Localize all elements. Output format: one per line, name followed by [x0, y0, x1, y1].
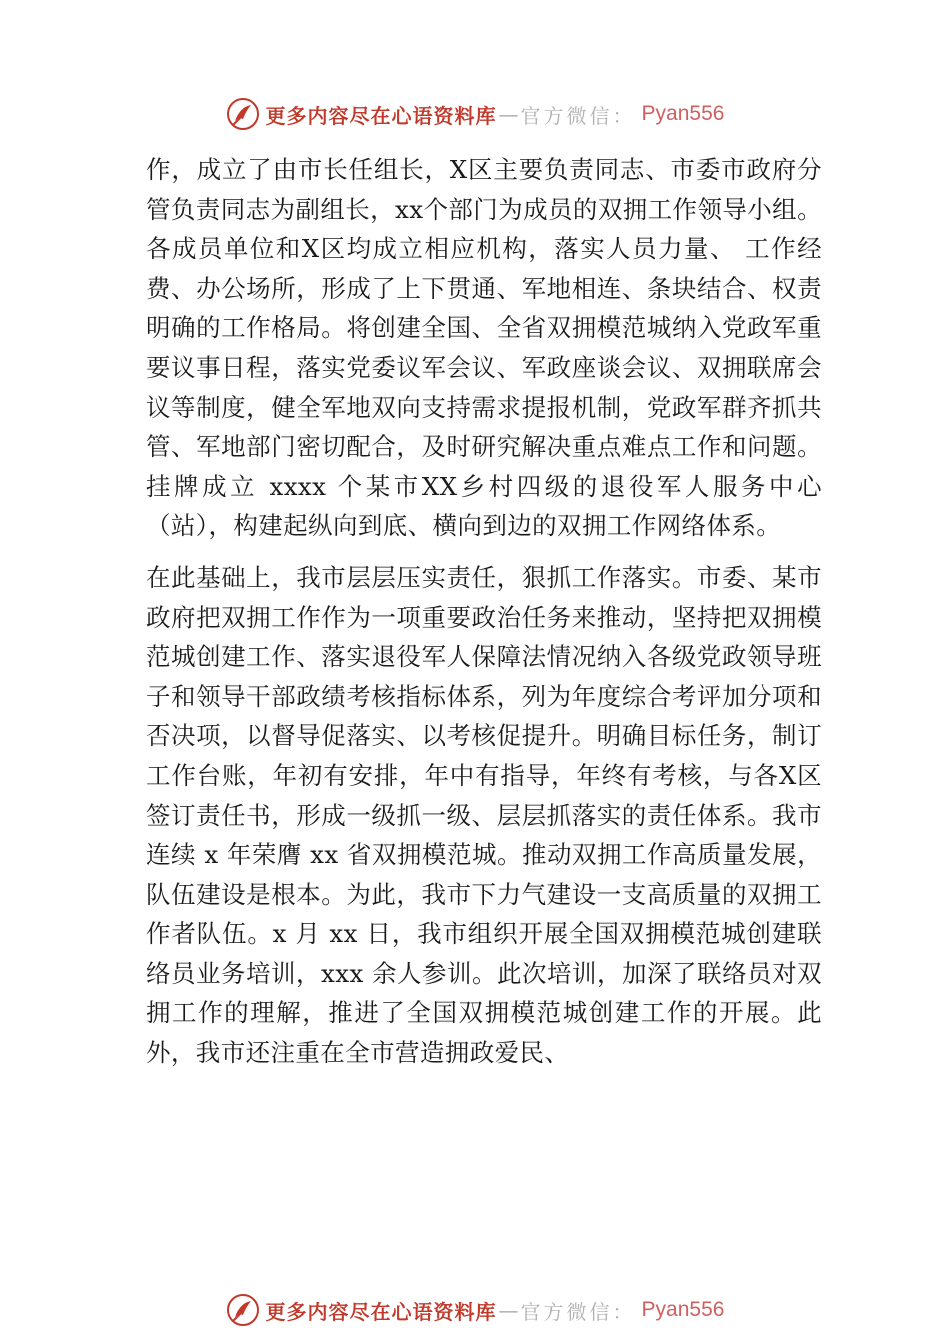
- footer-brand: 更多内容尽在心语资料库: [265, 1299, 497, 1324]
- footer-separator: —: [498, 1298, 519, 1322]
- footer-wechat-label: 官方微信：: [520, 1299, 636, 1324]
- header-brand: 更多内容尽在心语资料库: [265, 103, 497, 128]
- paragraph-2: 在此基础上，我市层层压实责任，狠抓工作落实。市委、某市政府把双拥工作作为一项重要政治任务来推动，坚持把双拥模范城创建工作、落实退役军人保障法情况纳入各级党政领导班子和领导干部政绩考核指标体系，列为年度综合考评加分项和否决项，以督导促落实、以考核促提升。明确目标任务，制订工作台账，年初有安排，年中有指导，年终有考核，与各X区签订责任书，形成一级抓一级、层层抓落实的责任体系。我市连续 x 年荣膺 xx 省双拥模范城。推动双拥工作高质量发展，队伍建设是根本。为此，我市下力气建设一支高质量的双拥工作者队伍。x 月 xx 日，我市组织开展全国双拥模范城创建联络员业务培训，xxx 余人参训。此次培训，加深了联络员对双拥工作的理解，推进了全国双拥模范城创建工作的开展。此外，我市还注重在全市营造拥政爱民、: [146, 562, 822, 1068]
- document-body: [146, 150, 822, 1085]
- paragraph-1: 作，成立了由市长任组长，X区主要负责同志、市委市政府分管负责同志为副组长，xx个部门为成员的双拥工作领导小组。各成员单位和X区均成立相应机构，落实人员力量、 工作经费、办公场所，形成了上下贯通、军地相连、条块结合、权责明确的工作格局。将创建全国、全省双拥模范城纳入党政军重要议事日程，落实党委议军会议、军政座谈会议、双拥联席会议等制度，健全军地双向支持需求提报机制，党政军群齐抓共管、军地部门密切配合，及时研究解决重点难点工作和问题。挂牌成立 xxxx 个某市XX乡村四级的退役军人服务中心（站），构建起纵向到底、横向到边的双拥工作网络体系。: [146, 155, 822, 541]
- header-wechat-label: 官方微信：: [520, 103, 636, 128]
- header-separator: —: [498, 102, 519, 126]
- logo-icon: [226, 1293, 260, 1327]
- logo-icon: [226, 97, 260, 131]
- footer-banner: [0, 1290, 950, 1330]
- header-wechat-id: Pyan556: [641, 102, 725, 125]
- header-banner: [0, 94, 950, 134]
- footer-wechat-id: Pyan556: [641, 1298, 725, 1321]
